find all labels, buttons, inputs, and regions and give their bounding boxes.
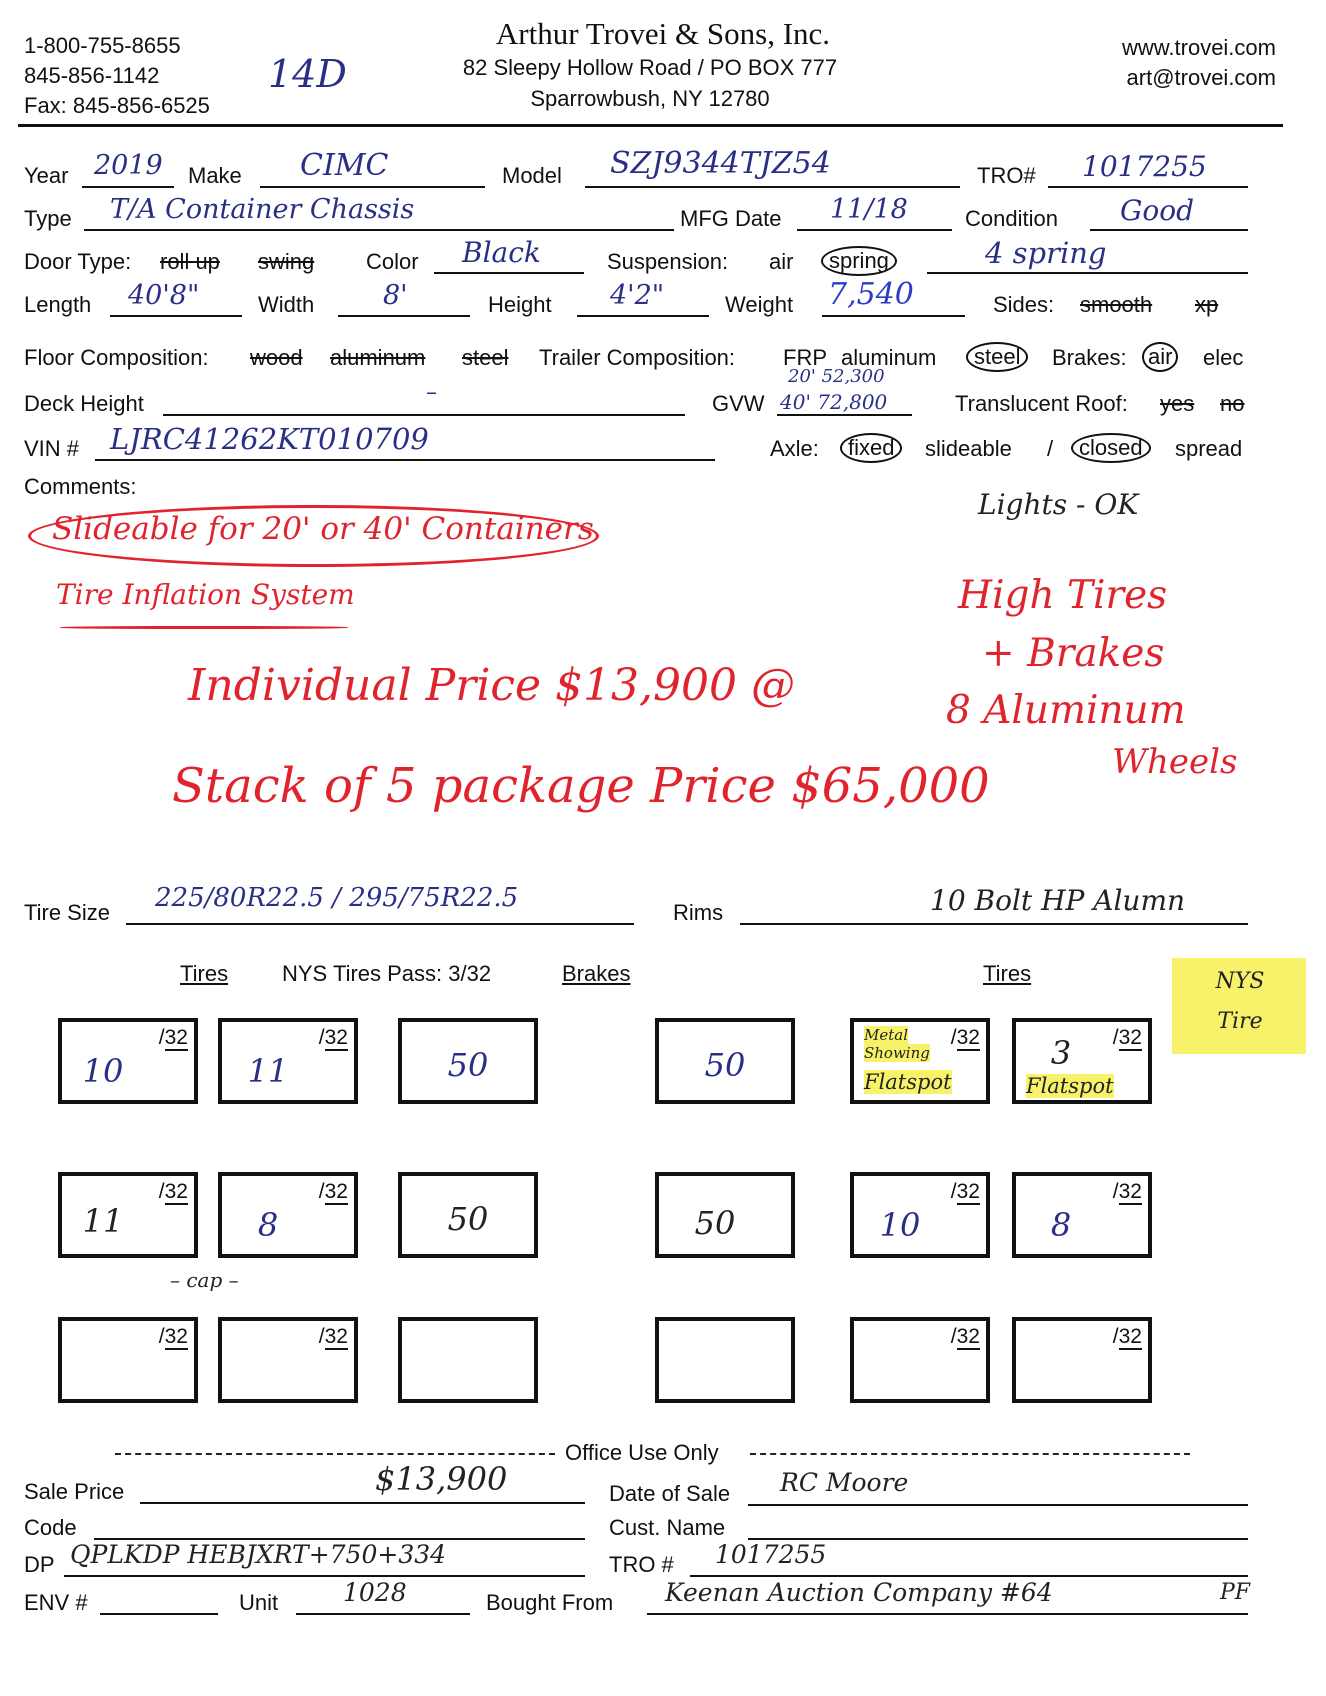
tire-box-r1-4[interactable] <box>1012 1018 1152 1104</box>
fax: Fax: 845-856-6525 <box>24 93 210 118</box>
sides-label: Sides: <box>993 292 1055 317</box>
color-value[interactable]: Black <box>462 236 541 269</box>
address-line-1: 82 Sleepy Hollow Road / PO BOX 777 <box>462 55 838 80</box>
weight-value[interactable]: 7,540 <box>828 277 914 312</box>
gvw-20-value[interactable]: 20' 52,300 <box>788 366 885 387</box>
tire-box-r1-1[interactable] <box>58 1018 198 1104</box>
type-label: Type <box>24 206 72 231</box>
year-value[interactable]: 2019 <box>94 150 163 181</box>
deck-height-value[interactable]: – <box>426 380 437 405</box>
tire-depth-value[interactable]: 11 <box>82 1202 124 1240</box>
year-line <box>82 186 174 188</box>
brakes-label: Brakes: <box>1052 345 1127 370</box>
weight-line <box>822 315 965 317</box>
tire-box-r2-1[interactable] <box>58 1172 198 1258</box>
floor-composition-label: Floor Composition: <box>24 345 209 370</box>
tro-label: TRO# <box>977 163 1036 188</box>
tire-box-r3-2[interactable] <box>218 1317 358 1403</box>
tire-depth-value[interactable]: 10 <box>879 1206 921 1244</box>
brake-box-r1-2[interactable] <box>655 1018 795 1104</box>
length-value[interactable]: 40'8" <box>128 280 200 311</box>
brakes-air-option[interactable]: air <box>1142 342 1178 372</box>
bought-from-label: Bought From <box>486 1590 614 1615</box>
tire-box-r3-1[interactable] <box>58 1317 198 1403</box>
office-use-only-label: Office Use Only <box>565 1440 719 1465</box>
env-label: ENV # <box>24 1590 88 1615</box>
deck-height-line <box>163 414 685 416</box>
axle-spread-option[interactable]: spread <box>1175 436 1243 461</box>
sale-price-label: Sale Price <box>24 1479 125 1504</box>
tire-size-label: Tire Size <box>24 900 110 925</box>
date-of-sale-value[interactable]: RC Moore <box>780 1468 909 1497</box>
fraction-label: /32 <box>1112 1325 1142 1348</box>
axle-slideable-option[interactable]: slideable <box>925 436 1012 461</box>
tire-depth-value[interactable]: 11 <box>247 1052 289 1090</box>
translucent-yes-option[interactable]: yes <box>1160 391 1195 416</box>
suspension-air-option[interactable]: air <box>769 249 794 274</box>
initials-value: PF <box>1220 1580 1251 1605</box>
sale-price-value[interactable]: $13,900 <box>375 1460 508 1498</box>
year-label: Year <box>24 163 69 188</box>
note-aluminum[interactable]: 8 Aluminum <box>946 688 1186 733</box>
tire-depth-value[interactable]: 3 <box>1050 1034 1072 1072</box>
type-line <box>84 229 674 231</box>
tro-2-line <box>690 1575 1248 1577</box>
translucent-roof-label: Translucent Roof: <box>955 391 1128 416</box>
tire-depth-value[interactable]: 10 <box>82 1052 124 1090</box>
tro-value[interactable]: 1017255 <box>1082 150 1207 183</box>
mfg-date-value[interactable]: 11/18 <box>830 194 908 225</box>
width-label: Width <box>258 292 315 317</box>
dp-line <box>64 1575 585 1577</box>
note-high-tires[interactable]: High Tires <box>958 573 1168 618</box>
trailer-aluminum-option[interactable]: aluminum <box>841 345 937 370</box>
door-type-label: Door Type: <box>24 249 132 274</box>
bought-from-value[interactable]: Keenan Auction Company #64 <box>665 1578 1053 1607</box>
condition-line <box>1090 229 1248 231</box>
note-brakes[interactable]: + Brakes <box>982 631 1165 676</box>
brakes-header: Brakes <box>562 961 631 986</box>
cust-name-label: Cust. Name <box>609 1515 726 1540</box>
comment-underline <box>60 626 348 629</box>
brake-box-r2-2[interactable] <box>655 1172 795 1258</box>
brake-value[interactable]: 50 <box>447 1046 489 1084</box>
tire-box-r3-3[interactable] <box>850 1317 990 1403</box>
type-value[interactable]: T/A Container Chassis <box>110 194 415 225</box>
bought-from-line <box>647 1613 1248 1615</box>
translucent-no-option[interactable]: no <box>1220 391 1245 416</box>
brake-value[interactable]: 50 <box>704 1046 746 1084</box>
height-value[interactable]: 4'2" <box>610 280 665 311</box>
length-label: Length <box>24 292 92 317</box>
floor-aluminum-option[interactable]: aluminum <box>330 345 426 370</box>
model-label: Model <box>502 163 562 188</box>
email-link[interactable]: art@trovei.com <box>1126 65 1276 90</box>
comments-label: Comments: <box>24 474 137 499</box>
fraction-label: /32 <box>950 1325 980 1348</box>
make-label: Make <box>188 163 242 188</box>
tire-note-metal: Metal <box>864 1026 909 1044</box>
tire-box-r2-2[interactable] <box>218 1172 358 1258</box>
fraction-label: /32 <box>950 1026 980 1049</box>
sale-price-line <box>140 1502 585 1504</box>
cap-note: – cap – <box>170 1268 239 1292</box>
weight-label: Weight <box>725 292 794 317</box>
tire-box-r1-3[interactable] <box>850 1018 990 1104</box>
company-name: Arthur Trovei & Sons, Inc. <box>495 16 831 51</box>
axle-fixed-option[interactable]: fixed <box>840 433 902 463</box>
fraction-label: /32 <box>158 1026 188 1049</box>
tire-depth-value[interactable]: 8 <box>1050 1206 1072 1244</box>
tire-box-r1-2[interactable] <box>218 1018 358 1104</box>
vin-value[interactable]: LJRC41262KT010709 <box>110 422 429 456</box>
nys-tires-pass-label: NYS Tires Pass: 3/32 <box>282 961 492 986</box>
gvw-40-value[interactable]: 40' 72,800 <box>780 390 888 414</box>
mfg-date-line <box>797 229 952 231</box>
fraction-label: /32 <box>1112 1026 1142 1049</box>
phone-1: 1-800-755-8655 <box>24 33 181 58</box>
note-stack-price[interactable]: Stack of 5 package Price $65,000 <box>172 758 990 814</box>
address-line-2: Sparrowbush, NY 12780 <box>530 86 770 111</box>
color-label: Color <box>366 249 419 274</box>
model-value[interactable]: SZJ9344TJZ54 <box>610 146 831 181</box>
color-line <box>434 272 584 274</box>
model-line <box>585 186 960 188</box>
office-divider-right <box>750 1453 1190 1455</box>
tire-depth-value[interactable]: 8 <box>257 1206 279 1244</box>
vin-line <box>95 459 715 461</box>
suspension-label: Suspension: <box>607 249 729 274</box>
code-label: Code <box>24 1515 77 1540</box>
env-line <box>100 1613 218 1615</box>
fraction-label: /32 <box>158 1180 188 1203</box>
office-divider-left <box>115 1453 555 1455</box>
brake-box-r1-1[interactable] <box>398 1018 538 1104</box>
tro-2-label: TRO # <box>609 1552 674 1577</box>
condition-label: Condition <box>965 206 1058 231</box>
date-of-sale-label: Date of Sale <box>609 1481 731 1506</box>
tire-note-showing: Showing <box>864 1044 930 1062</box>
brake-value[interactable]: 50 <box>447 1200 489 1238</box>
axle-closed-option[interactable]: closed <box>1071 433 1151 463</box>
width-value[interactable]: 8' <box>383 280 408 311</box>
brake-box-r3-2[interactable] <box>655 1317 795 1403</box>
tro-2-value[interactable]: 1017255 <box>715 1540 827 1569</box>
tires-right-header: Tires <box>983 961 1032 986</box>
tire-size-value[interactable]: 225/80R22.5 / 295/75R22.5 <box>155 883 519 913</box>
fraction-label: /32 <box>318 1180 348 1203</box>
condition-value[interactable]: Good <box>1120 194 1195 227</box>
header-divider <box>18 124 1283 127</box>
tire-size-line <box>126 923 634 925</box>
trailer-frp-option[interactable]: FRP <box>783 345 827 370</box>
comment-slideable[interactable]: Slideable for 20' or 40' Containers <box>52 511 594 547</box>
gvw-line <box>777 414 912 416</box>
suspension-note[interactable]: 4 spring <box>985 236 1107 270</box>
trailer-composition-label: Trailer Composition: <box>539 345 736 370</box>
make-line <box>260 186 485 188</box>
width-line <box>338 315 470 317</box>
brake-box-r3-1[interactable] <box>398 1317 538 1403</box>
tire-note-flatspot: Flatspot <box>864 1070 952 1094</box>
unit-line <box>296 1613 470 1615</box>
fraction-label: /32 <box>158 1325 188 1348</box>
vin-label: VIN # <box>24 436 80 461</box>
tire-note-flatspot: Flatspot <box>1026 1074 1114 1098</box>
door-swing-option[interactable]: swing <box>258 249 315 274</box>
fraction-label: /32 <box>318 1026 348 1049</box>
length-line <box>110 315 242 317</box>
trailer-steel-option[interactable]: steel <box>966 342 1028 372</box>
note-lights[interactable]: Lights - OK <box>978 488 1139 521</box>
rims-line <box>740 923 1248 925</box>
tire-box-r3-4[interactable] <box>1012 1317 1152 1403</box>
gvw-label: GVW <box>712 391 765 416</box>
tires-left-header: Tires <box>180 961 229 986</box>
dp-label: DP <box>24 1552 55 1577</box>
sides-smooth-option[interactable]: smooth <box>1080 292 1153 317</box>
fraction-label: /32 <box>318 1325 348 1348</box>
fraction-label: /32 <box>950 1180 980 1203</box>
suspension-spring-option[interactable]: spring <box>821 246 897 276</box>
rims-value[interactable]: 10 Bolt HP Alumn <box>930 884 1186 917</box>
axle-label: Axle: <box>770 436 819 461</box>
deck-height-label: Deck Height <box>24 391 144 416</box>
axle-slash: / <box>1047 436 1054 461</box>
floor-steel-option[interactable]: steel <box>462 345 509 370</box>
unit-label: Unit <box>239 1590 279 1615</box>
rims-label: Rims <box>673 900 724 925</box>
nys-tire-note: NYS Tire <box>1215 969 1265 1034</box>
make-value[interactable]: CIMC <box>300 148 389 183</box>
height-line <box>577 315 709 317</box>
website-link[interactable]: www.trovei.com <box>1121 35 1276 60</box>
phone-2: 845-856-1142 <box>24 63 160 88</box>
suspension-line <box>927 272 1248 274</box>
note-wheels[interactable]: Wheels <box>1112 742 1238 782</box>
sides-xp-option[interactable]: xp <box>1195 292 1219 317</box>
date-of-sale-line <box>748 1504 1248 1506</box>
unit-value[interactable]: 1028 <box>343 1578 407 1607</box>
brake-box-r2-1[interactable] <box>398 1172 538 1258</box>
mfg-date-label: MFG Date <box>680 206 782 231</box>
note-individual-price[interactable]: Individual Price $13,900 @ <box>188 660 795 711</box>
comment-tire-inflation[interactable]: Tire Inflation System <box>56 578 355 611</box>
brakes-elec-option[interactable]: elec <box>1203 345 1244 370</box>
tro-line <box>1048 186 1248 188</box>
height-label: Height <box>488 292 552 317</box>
floor-wood-option[interactable]: wood <box>250 345 303 370</box>
fraction-label: /32 <box>1112 1180 1142 1203</box>
handwritten-mark: 14D <box>268 52 347 96</box>
tire-box-r2-3[interactable] <box>850 1172 990 1258</box>
dp-value[interactable]: QPLKDP HEBJXRT+750+334 <box>70 1540 447 1569</box>
door-roll-up-option[interactable]: roll up <box>160 249 220 274</box>
brake-value[interactable]: 50 <box>694 1204 736 1242</box>
tire-box-r2-4[interactable] <box>1012 1172 1152 1258</box>
